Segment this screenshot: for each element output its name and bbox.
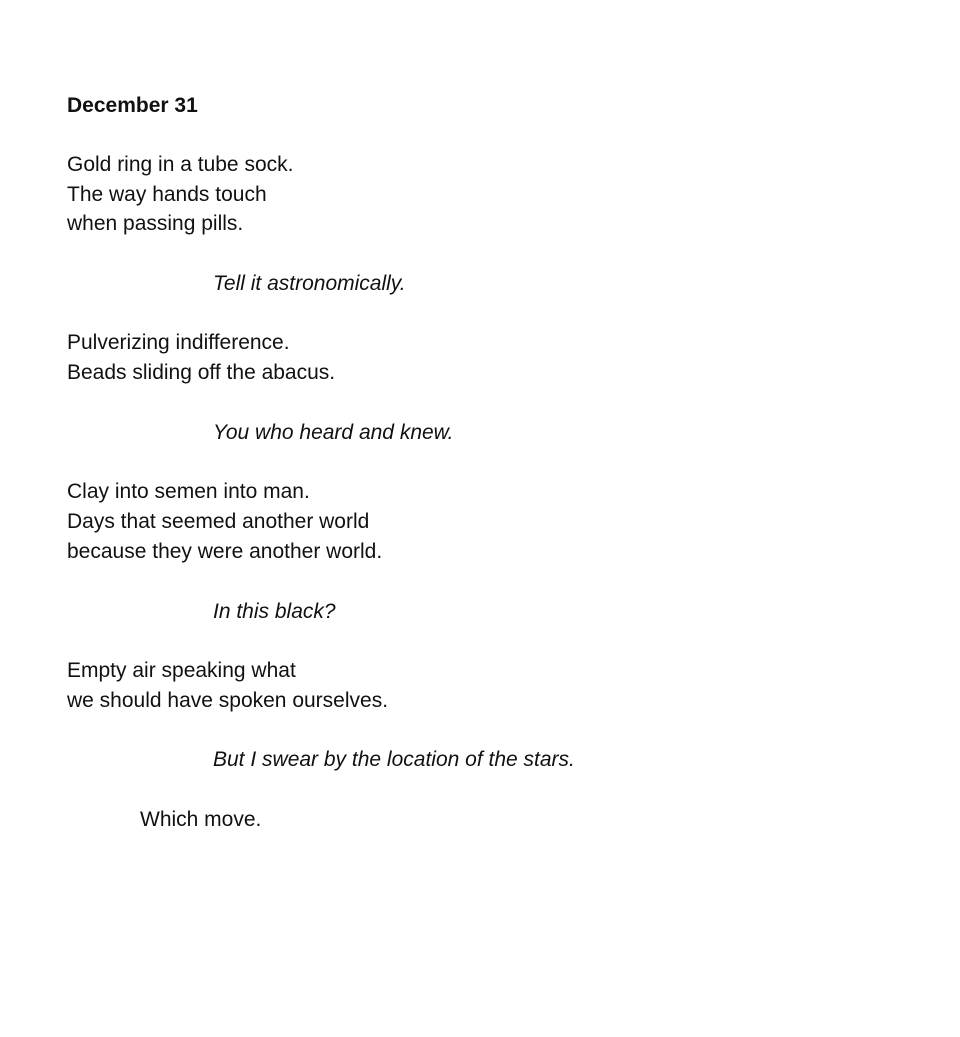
stanza-4-line-2: we should have spoken ourselves. [67, 689, 389, 712]
stanza-3-line-2: Days that seemed another world [67, 510, 370, 533]
stanza-1-line-2: The way hands touch [67, 183, 267, 206]
stanza-4-line-1: Empty air speaking what [67, 659, 296, 682]
refrain-3: In this black? [213, 600, 336, 623]
stanza-3-line-3: because they were another world. [67, 540, 383, 563]
stanza-3-line-1: Clay into semen into man. [67, 480, 310, 503]
stanza-2-line-1: Pulverizing indifference. [67, 331, 290, 354]
stanza-1-line-3: when passing pills. [67, 212, 244, 235]
poem-title: December 31 [67, 94, 198, 117]
refrain-4: But I swear by the location of the stars. [213, 748, 575, 771]
stanza-2-line-2: Beads sliding off the abacus. [67, 361, 336, 384]
refrain-1: Tell it astronomically. [213, 272, 406, 295]
refrain-2: You who heard and knew. [213, 421, 454, 444]
stanza-1-line-1: Gold ring in a tube sock. [67, 153, 294, 176]
poem-ending: Which move. [140, 808, 262, 831]
